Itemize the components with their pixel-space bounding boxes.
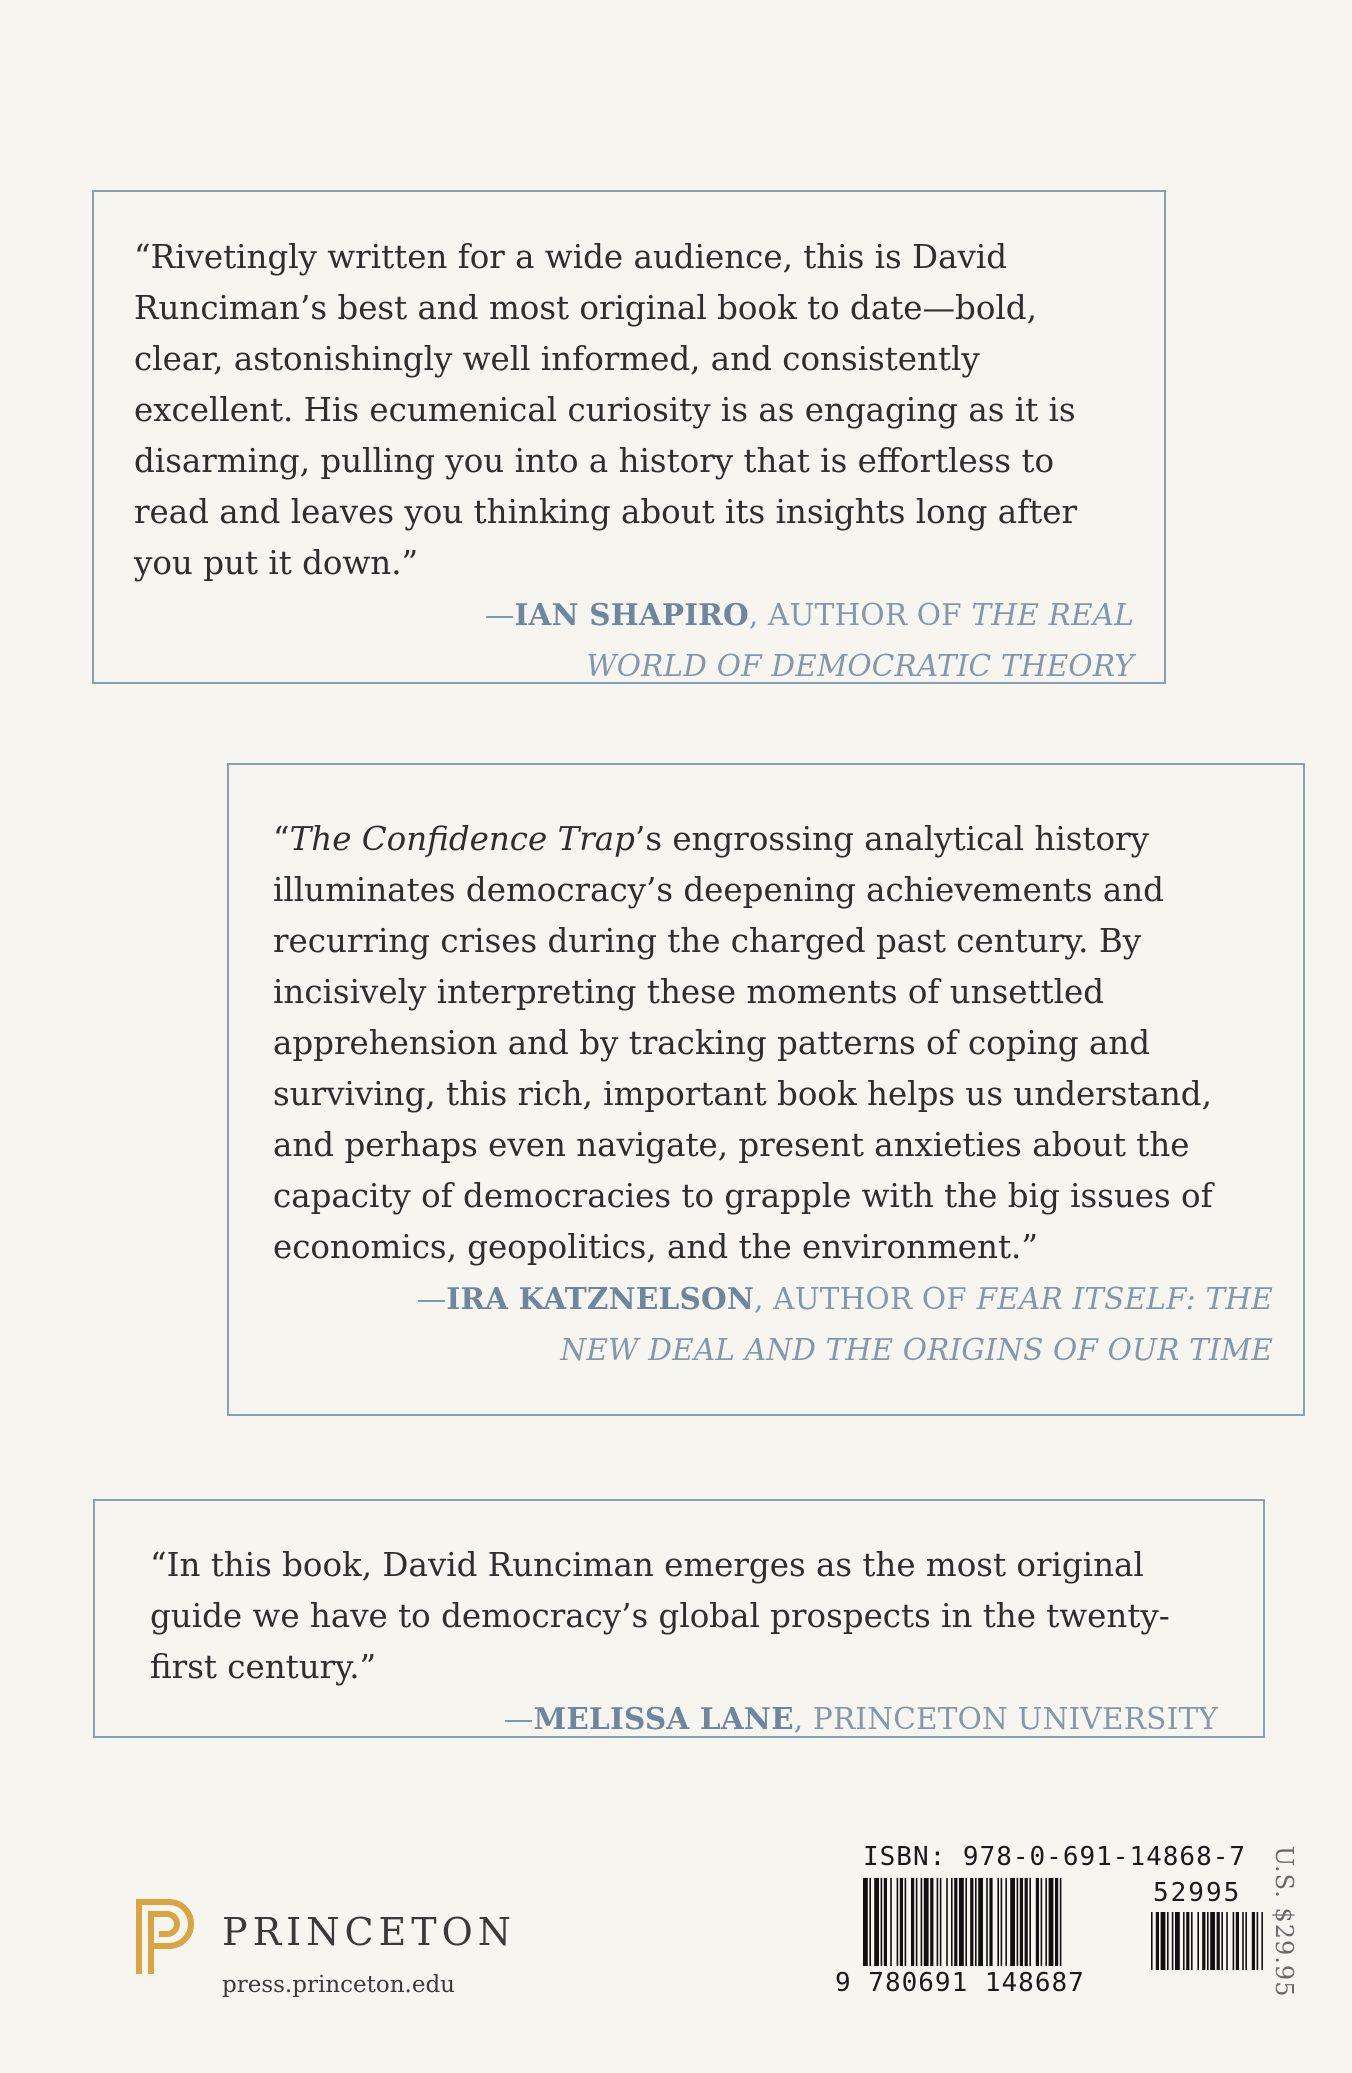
blurb-attribution [150, 1693, 1218, 1745]
attribution-work-line2: WORLD OF DEMOCRATIC THEORY [586, 649, 1134, 683]
price-label: U.S. $29.95 [1270, 1846, 1298, 1998]
attribution-dash: — [416, 1282, 447, 1316]
barcode-block [835, 1842, 1315, 2002]
attribution-role: , AUTHOR OF [748, 598, 972, 632]
princeton-p-logo-icon [133, 1896, 197, 1976]
attribution-dash: — [484, 598, 515, 632]
blurb-quote: “Rivetingly written for a wide audience, this is David Runciman’s best and most original book to date—bold, clear, astonishingly well informed, and consistently excellent. His ecumenical curiosity is as engaging as it is disarming, pulling you into a history that is effortless to read and leaves you thinking about its insights long after you put it down.” [134, 238, 1077, 582]
publisher-block [133, 1896, 553, 2006]
blurb-attribution [273, 1273, 1273, 1376]
attribution-work-line1: THE REAL [971, 598, 1134, 632]
isbn-label: ISBN: 978-0-691-14868-7 [863, 1842, 1247, 1872]
price-code: 52995 [1153, 1878, 1242, 1908]
quote-body: ’s engrossing analytical history illuminates democracy’s deepening achievements and recurring crises during the charged past century. By incisively interpreting these moments of unsettled apprehension and by tracking patterns of coping and surviving, this rich, important book helps us understand, and perhaps even navigate, present anxieties about the capacity of democracies to grapple with the big issues of economics, geopolitics, and the environment.” [273, 820, 1213, 1266]
ean-digits: 9 780691 148687 [835, 1968, 1085, 1998]
attribution-work-line2: NEW DEAL AND THE ORIGINS OF OUR TIME [560, 1333, 1273, 1367]
attribution-name: IRA KATZNELSON [446, 1281, 755, 1316]
publisher-name: PRINCETON [222, 1910, 517, 1954]
blurb-attribution [134, 589, 1134, 692]
quote-book-title: The Confidence Trap [289, 820, 635, 858]
attribution-name: MELISSA LANE [533, 1701, 794, 1736]
attribution-role: , PRINCETON UNIVERSITY [793, 1702, 1218, 1736]
attribution-name: IAN SHAPIRO [514, 597, 749, 632]
attribution-role: , AUTHOR OF [754, 1282, 977, 1316]
attribution-dash: — [503, 1702, 534, 1736]
publisher-url[interactable]: press.princeton.edu [222, 1972, 455, 1998]
blurb-box-katznelson [227, 763, 1305, 1416]
blurb-box-lane [93, 1499, 1265, 1738]
blurb-quote [273, 814, 1273, 1273]
blurb-box-shapiro [92, 190, 1166, 684]
attribution-work-line1: FEAR ITSELF: THE [976, 1282, 1273, 1316]
blurb-quote: “In this book, David Runciman emerges as the most original guide we have to democracy’s global prospects in the twenty-first century.” [150, 1546, 1170, 1686]
quote-open: “ [273, 820, 290, 858]
